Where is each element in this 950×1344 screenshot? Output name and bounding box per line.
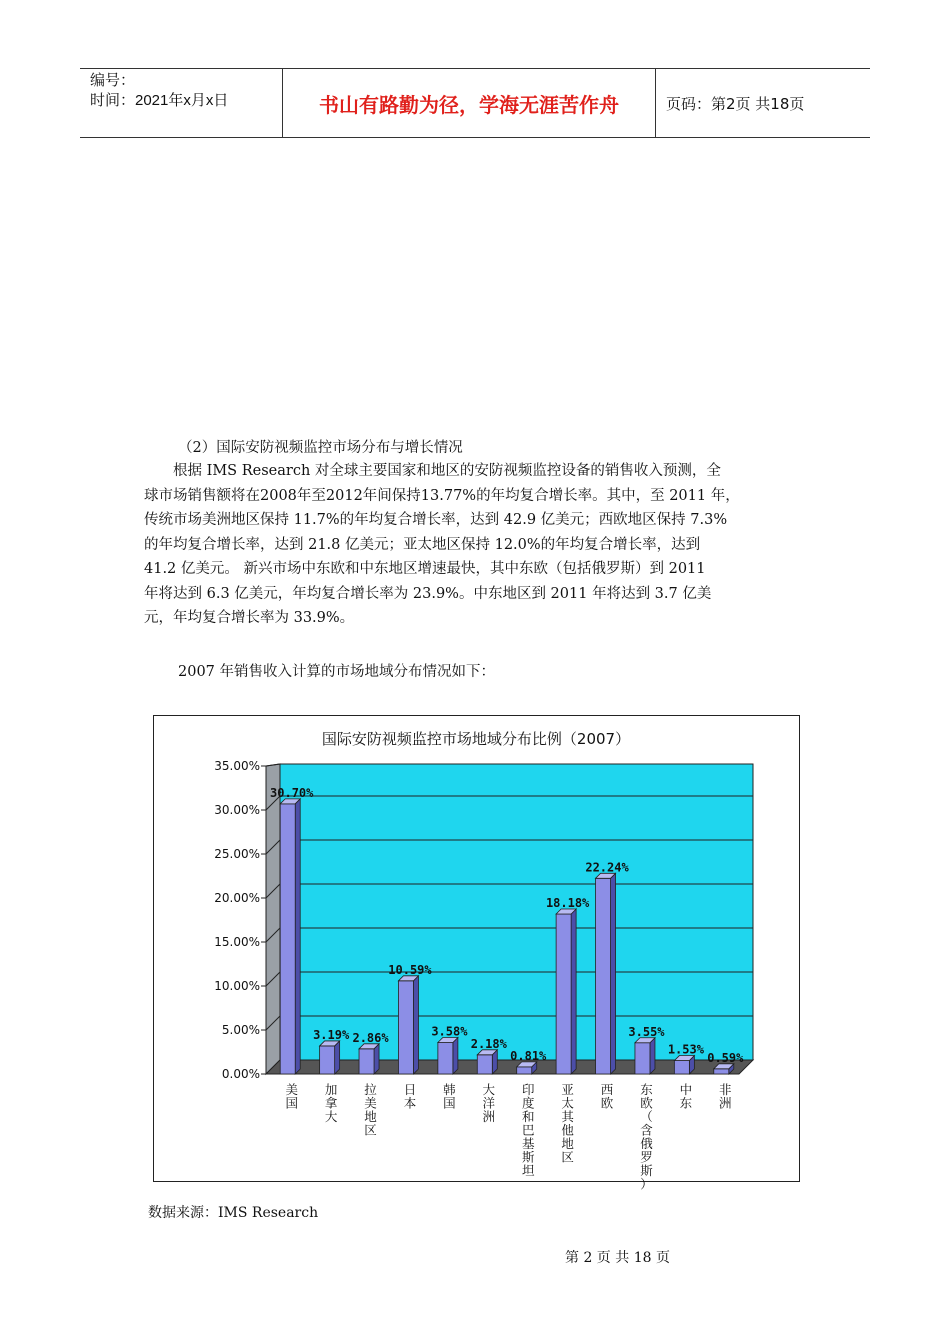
bar [517,1067,532,1074]
bar [596,878,611,1074]
data-label: 3.55% [628,1024,665,1039]
bar-side [611,873,616,1074]
header-meta [80,69,282,137]
bar-side [413,976,418,1074]
chart-title: 国际安防视频监控市场地域分布比例（2007） [321,730,631,748]
bar [556,914,571,1074]
page-footer: 第 2 页 共 18 页 [565,1250,670,1266]
bar [477,1055,492,1074]
bar-side [453,1037,458,1074]
paragraph-line: 传统市场美洲地区保持 11.7%的年均复合增长率，达到 42.9 亿美元；西欧地区保持 7.3% [144,512,728,528]
paragraph-line: 41.2 亿美元。 新兴市场中东欧和中东地区增速最快，其中东欧（包括俄罗斯）到 2011 [144,561,706,577]
x-tick-label: 加拿大 [324,1082,338,1124]
data-label: 2.86% [352,1030,389,1045]
data-label: 22.24% [585,860,629,875]
x-tick-label: 西欧 [600,1082,614,1111]
data-source: 数据来源：IMS Research [148,1205,319,1221]
y-tick-label: 30.00% [214,803,260,817]
bar-side [335,1041,340,1074]
body-paragraph [144,459,810,631]
data-label: 10.59% [388,962,432,977]
header-number: 编号： [90,72,136,89]
x-tick-label: 日本 [403,1082,417,1111]
data-label: 3.58% [431,1024,468,1039]
chart-intro: 2007 年销售收入计算的市场地域分布情况如下： [178,664,496,680]
y-tick-label: 25.00% [214,847,260,861]
data-label: 30.70% [270,785,314,800]
y-tick-label: 0.00% [221,1067,260,1081]
x-tick-label: 中东 [679,1082,693,1111]
bar-side [295,799,300,1074]
x-tick-label: 大洋洲 [482,1082,496,1124]
paragraph-line: 元，年均复合增长率为 33.9%。 [144,610,355,626]
bar-chart [154,716,799,1192]
section-title: （2）国际安防视频监控市场分布与增长情况 [178,440,463,456]
header-motto: 书山有路勤为径，学海无涯苦作舟 [282,69,656,137]
bar [674,1061,689,1074]
data-label: 2.18% [470,1036,507,1051]
x-tick-label: 拉美地区 [364,1082,377,1138]
x-tick-label: 美国 [285,1082,298,1111]
data-label: 0.81% [510,1048,547,1063]
data-label: 18.18% [545,896,590,911]
bar [320,1046,335,1074]
y-tick-label: 5.00% [221,1023,260,1037]
bar [438,1042,453,1074]
y-tick-label: 10.00% [214,979,260,993]
paragraph-line: 年将达到 6.3 亿美元，年均复合增长率为 23.9%。中东地区到 2011 年将达到 3.7 亿美 [144,585,712,602]
header-page-info: 页码：第2页 共18页 [666,94,805,113]
data-label: 0.59% [707,1050,744,1065]
bar [359,1049,374,1074]
y-tick-label: 15.00% [214,935,260,949]
x-tick-label: 韩国 [443,1082,456,1111]
bar [635,1043,650,1074]
data-label: 3.19% [313,1027,350,1042]
bar-side [650,1038,655,1074]
paragraph-line: 球市场销售额将在2008年至2012年间保持13.77%的年均复合增长率。其中，至 2011 年， [144,487,740,504]
paragraph-line: 根据 IMS Research 对全球主要国家和地区的安防视频监控设备的销售收入预测，全 [144,463,721,479]
header-time: 时间：2021年x月x日 [90,92,229,109]
x-tick-label: 印度和巴基斯坦 [521,1082,535,1178]
x-tick-label: 东欧（含俄罗斯） [640,1082,653,1192]
x-tick-label: 非洲 [719,1082,732,1111]
chart-container [153,715,800,1192]
paragraph-line: 的年均复合增长率，达到 21.8 亿美元；亚太地区保持 12.0%的年均复合增长率，达到 [144,536,701,553]
page-header [80,68,870,138]
y-tick-label: 20.00% [214,891,260,905]
x-tick-label: 亚太其他地区 [561,1082,574,1165]
y-tick-label: 35.00% [214,759,260,773]
bar [398,981,413,1074]
data-label: 1.53% [667,1042,704,1057]
bar [714,1069,729,1074]
bar [280,804,295,1074]
bar-side [571,909,576,1074]
